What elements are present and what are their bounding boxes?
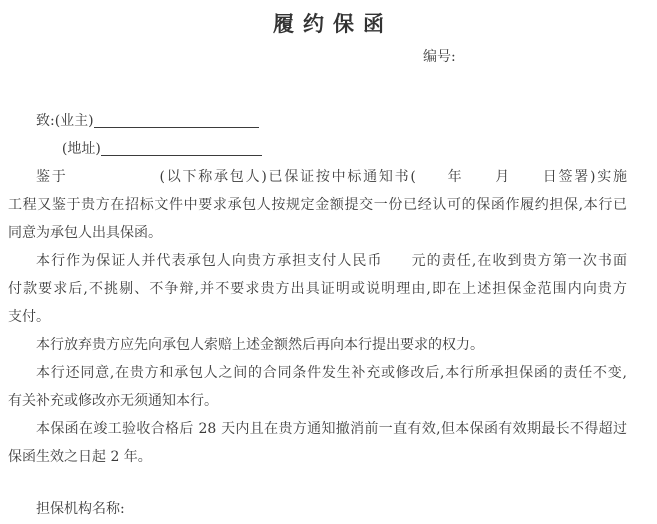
recipient-owner-line <box>8 107 627 135</box>
amount-blank-field[interactable] <box>383 264 411 265</box>
serial-number-line <box>0 49 657 66</box>
whereas-lead-text: 鉴于 <box>36 169 68 185</box>
payment-line-1 <box>8 247 627 275</box>
payment-line-3: 支付。 <box>8 309 50 325</box>
whereas-line-3: 同意为承包人出具保函。 <box>8 225 162 241</box>
amendment-line-2: 有关补充或修改亦无须通知本行。 <box>8 393 218 409</box>
recipient-address-line <box>8 135 627 163</box>
payment-after-amount-text: 元的责任,在收到贵方第一次书面 <box>410 253 628 269</box>
guarantor-name-label: 担保机构名称: <box>36 501 125 517</box>
waiver-paragraph: 本行放弃贵方应先向承包人索赔上述金额然后再向本行提出要求的权力。 <box>36 337 484 353</box>
whereas-year-label: 年 <box>445 169 464 185</box>
serial-label: 编号: <box>423 49 456 65</box>
whereas-month-label: 月 <box>493 169 511 185</box>
owner-name-blank-field[interactable] <box>94 112 259 128</box>
whereas-line-2: 工程又鉴于贵方在招标文件中要求承包人按规定金额提交一份已经认可的保函作履约担保,本行已 <box>8 197 627 213</box>
validity-line-2: 保函生效之日起 2 年。 <box>8 449 152 465</box>
contractor-name-blank-field[interactable] <box>68 180 160 181</box>
payment-before-amount-text: 本行作为保证人并代表承包人向贵方承担支付人民币 <box>36 253 383 269</box>
sign-year-blank-field[interactable] <box>416 180 446 181</box>
document-body <box>8 107 627 523</box>
page-title: 履约保函 <box>273 11 393 36</box>
sign-month-blank-field[interactable] <box>463 180 493 181</box>
sign-day-blank-field[interactable] <box>511 180 541 181</box>
validity-line-1: 本保函在竣工验收合格后 28 天内且在贵方通知撤消前一直有效,但本保函有效期最长不得超过 <box>36 421 627 437</box>
whereas-line-1 <box>8 163 627 191</box>
address-blank-field[interactable] <box>101 140 262 156</box>
recipient-owner-label: 致:(业主) <box>36 113 94 129</box>
whereas-day-sign-text: 日签署)实施 <box>540 169 628 185</box>
payment-line-2: 付款要求后,不挑剔、不争辩,并不要求贵方出具证明或说明理由,即在上述担保金范围内向贵方 <box>8 281 627 297</box>
recipient-address-label: (地址) <box>61 141 101 157</box>
amendment-line-1: 本行还同意,在贵方和承包人之间的合同条件发生补充或修改后,本行所承担保函的责任不变, <box>36 365 627 381</box>
guarantor-name-line <box>8 495 627 523</box>
whereas-mid-text: (以下称承包人)已保证按中标通知书( <box>159 169 416 185</box>
